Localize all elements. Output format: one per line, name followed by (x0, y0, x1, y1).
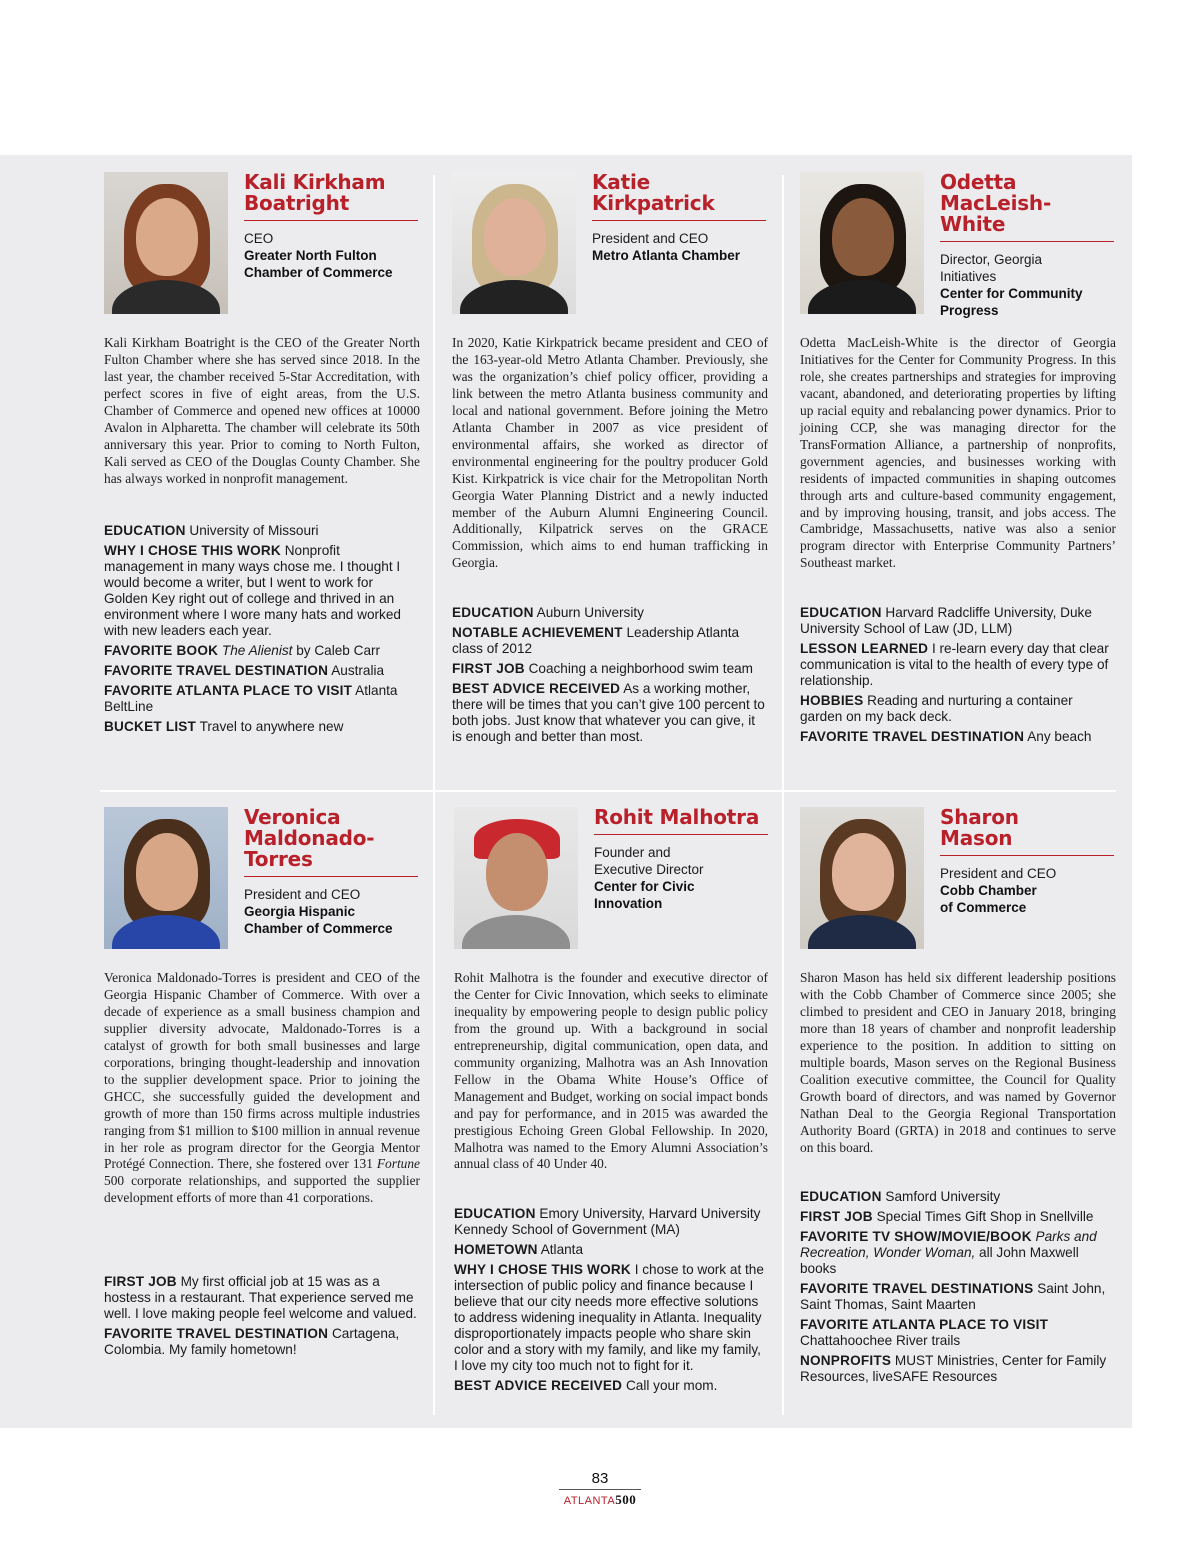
biography: Veronica Maldonado-Torres is president and CEO of the Georgia Hispanic Chamber of Commerce. With over a decade of experience as a small business champion and supplier diversity advocate, Maldonado-Torres is a catalyst of growth for both small businesses and large corporations, bringing thought-leadership and innovation to the supplier development space. Prior to joining the GHCC, she successfully guided the development and growth of more than 150 firms across multiple industries ranging from $1 million to $100 million in annual revenue in her role as program director for the Georgia Mentor Protégé Connection. There, she fostered over 131 Fortune 500 corporate relationships, and supported the supplier development efforts of more than 41 corporations. (104, 970, 420, 1206)
fact-item: FAVORITE ATLANTA PLACE TO VISIT Chattahoochee River trails (800, 1317, 1049, 1348)
facts-list (104, 1274, 420, 1362)
facts-list (454, 1206, 766, 1398)
folio-rule (559, 1489, 641, 1490)
fact-item: EDUCATION Auburn University (452, 605, 644, 620)
fact-item: FAVORITE BOOK The Alienist by Caleb Carr (104, 643, 381, 658)
biography: Odetta MacLeish-White is the director of Georgia Initiatives for the Center for Community Progress. In this role, she creates partnerships and strategies for improving vacant, abandoned, and deteriorating properties by lifting up racial equity and rebalancing power dynamics. Prior to joining CCP, she was managing director for the TransFormation Alliance, a partnership of nonprofits, government agencies, and businesses working with residents of impacted communities in shaping outcomes through arts and culture-based community engagement, and by improving housing, transit, and jobs access. The Cambridge, Massachusetts, native was also a senior program director with Enterprise Community Partners’ Southeast market. (800, 335, 1116, 571)
fact-item: FIRST JOB Special Times Gift Shop in Snellville (800, 1209, 1094, 1224)
facts-list (452, 605, 768, 749)
publication-logo: ATLANTA500 (563, 1492, 637, 1507)
person-organization: Cobb Chamber of Commerce (940, 883, 1037, 915)
person-role: President and CEO (940, 866, 1057, 881)
facts-list (800, 605, 1116, 749)
portrait-photo (104, 172, 228, 314)
biography: Kali Kirkham Boatright is the CEO of the Greater North Fulton Chamber where she has served since 2018. In the last year, the chamber received 5-Star Accreditation, with perfect scores in five of eight areas, from the U.S. Chamber of Commerce and opened new offices at 10000 Avalon in Alpharetta. The chamber will celebrate its 50th anniversary this year. Prior to coming to North Fulton, Kali served as CEO of the Douglas County Chamber. She has always worked in nonprofit management. (104, 335, 420, 486)
person-organization: Center for Civic Innovation (594, 879, 695, 911)
fact-item: WHY I CHOSE THIS WORK Nonprofit management in many ways chose me. I thought I would become a writer, but I went to work for Golden Key right out of college and thrived in an environment where I wore many hats and worked with new leaders each year. (104, 543, 401, 638)
person-name: Odetta MacLeish- White (940, 172, 1114, 242)
fact-item: HOBBIES Reading and nurturing a container garden on my back deck. (800, 693, 1073, 724)
profile-card-kirkpatrick (452, 172, 770, 772)
fact-item: EDUCATION Samford University (800, 1189, 1001, 1204)
fact-item: BEST ADVICE RECEIVED Call your mom. (454, 1378, 718, 1393)
person-organization: Greater North Fulton Chamber of Commerce (244, 248, 393, 280)
portrait-photo (452, 172, 576, 314)
profile-card-boatright (104, 172, 422, 772)
person-role: Director, Georgia Initiatives (940, 252, 1043, 284)
fact-item: BUCKET LIST Travel to anywhere new (104, 719, 344, 734)
portrait-photo (104, 807, 228, 949)
profile-card-macleish-white (800, 172, 1118, 772)
fact-item: LESSON LEARNED I re-learn every day that clear communication is vital to the health of every type of relationship. (800, 641, 1109, 688)
fact-item: NOTABLE ACHIEVEMENT Leadership Atlanta class of 2012 (452, 625, 740, 656)
person-role: Founder and Executive Director (594, 845, 704, 877)
profile-card-mason (800, 807, 1118, 1407)
column-divider (433, 175, 435, 1415)
fact-item: FIRST JOB Coaching a neighborhood swim team (452, 661, 754, 676)
portrait-photo (800, 172, 924, 314)
facts-list (104, 523, 420, 739)
page-folio (540, 1470, 660, 1508)
fact-item: HOMETOWN Atlanta (454, 1242, 584, 1257)
row-divider (100, 790, 1116, 792)
person-organization: Georgia Hispanic Chamber of Commerce (244, 904, 393, 936)
page-number: 83 (591, 1470, 609, 1487)
person-role: President and CEO (244, 887, 361, 902)
fact-item: EDUCATION University of Missouri (104, 523, 319, 538)
person-organization: Center for Community Progress (940, 286, 1083, 318)
fact-item: BEST ADVICE RECEIVED As a working mother, there will be times that you can’t give 100 percent to both jobs. Just know that whatever you can give, it is enough and better than most. (452, 681, 765, 744)
fact-item: FAVORITE ATLANTA PLACE TO VISIT Atlanta BeltLine (104, 683, 398, 714)
fact-item: FAVORITE TRAVEL DESTINATIONS Saint John, Saint Thomas, Saint Maarten (800, 1281, 1106, 1312)
biography: In 2020, Katie Kirkpatrick became president and CEO of the 163-year-old Metro Atlanta Chamber. Previously, she was the organization’s chief policy officer, providing a link between the metro Atlanta business community and local and national government. Before joining the Metro Atlanta Chamber in 2007 as vice president of environmental affairs, she worked as director of environmental engineering for the poultry producer Gold Kist. Kirkpatrick is vice chair for the Metropolitan North Georgia Water Planning District and a newly inducted member of the Auburn Alumni Engineering Council. Additionally, Kilpatrick serves on the GRACE Commission, which aims to end human trafficking in Georgia. (452, 335, 768, 571)
fact-item: WHY I CHOSE THIS WORK I chose to work at the intersection of public policy and finance because I believe that our city needs more effective solutions to address widening inequality in Atlanta. Inequality disproportionately impacts people who share skin color and a story with my family, and like my family, I love my city too much not to fight for it. (454, 1262, 764, 1373)
biography: Sharon Mason has held six different leadership positions with the Cobb Chamber of Commerce since 2005; she climbed to president and CEO in January 2018, bringing more than 18 years of chamber and nonprofit leadership experience to the position. In addition to sitting on multiple boards, Mason serves on the Regional Business Coalition executive committee, the Council for Quality Growth board of directors, and was named by Governor Nathan Deal to the Georgia Regional Transportation Authority Board (GRTA) in 2018 and continues to serve on this board. (800, 970, 1116, 1155)
biography: Rohit Malhotra is the founder and executive director of the Center for Civic Innovation, which seeks to eliminate inequality by empowering people to design public policy from the ground up. With a background in social entrepreneurship, digital communication, open data, and community organizing, Malhotra was an Ash Innovation Fellow in the Obama White House’s Office of Management and Budget, working on social impact bonds and pay for performance, and in 2015 was awarded the prestigious Echoing Green Global Fellowship. In 2020, Malhotra was named to the Emory Alumni Association’s annual class of 40 Under 40. (454, 970, 768, 1172)
person-name: Katie Kirkpatrick (592, 172, 766, 221)
person-role: President and CEO (592, 231, 709, 246)
fact-item: FAVORITE TRAVEL DESTINATION Australia (104, 663, 385, 678)
fact-item: FAVORITE TRAVEL DESTINATION Any beach (800, 729, 1092, 744)
person-name: Veronica Maldonado- Torres (244, 807, 418, 877)
column-divider (782, 175, 784, 1415)
fact-item: EDUCATION Emory University, Harvard University Kennedy School of Government (MA) (454, 1206, 761, 1237)
person-name: Rohit Malhotra (594, 807, 768, 835)
portrait-photo (800, 807, 924, 949)
fact-item: EDUCATION Harvard Radcliffe University, Duke University School of Law (JD, LLM) (800, 605, 1092, 636)
portrait-photo (454, 807, 578, 949)
person-name: Kali Kirkham Boatright (244, 172, 418, 221)
fact-item: FIRST JOB My first official job at 15 was as a hostess in a restaurant. That experience served me well. I love making people feel welcome and valued. (104, 1274, 417, 1321)
person-role: CEO (244, 231, 274, 246)
facts-list (800, 1189, 1116, 1389)
profile-card-malhotra (454, 807, 772, 1407)
fact-item: FAVORITE TRAVEL DESTINATION Cartagena, Colombia. My family hometown! (104, 1326, 400, 1357)
person-organization: Metro Atlanta Chamber (592, 248, 741, 263)
person-name: Sharon Mason (940, 807, 1114, 856)
fact-item: FAVORITE TV SHOW/MOVIE/BOOK Parks and Recreation, Wonder Woman, all John Maxwell books (800, 1229, 1097, 1276)
profile-card-maldonado-torres (104, 807, 422, 1407)
fact-item: NONPROFITS MUST Ministries, Center for Family Resources, liveSAFE Resources (800, 1353, 1107, 1384)
